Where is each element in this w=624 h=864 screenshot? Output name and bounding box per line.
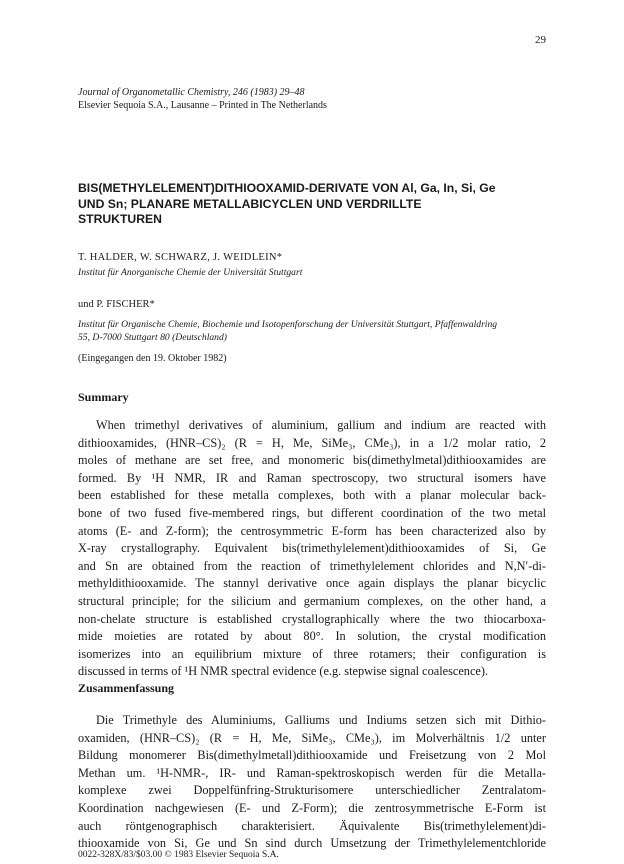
zusammenfassung-heading: Zusammenfassung xyxy=(78,681,175,695)
title-line: STRUKTUREN xyxy=(78,212,162,226)
zusammenfassung-line: Koordination nachgewiesen (E- und Z-Form); die zentrosymmetrische E-Form ist xyxy=(78,800,546,815)
zusammenfassung-body xyxy=(78,712,546,853)
publisher-line: Elsevier Sequoia S.A., Lausanne – Printed in The Netherlands xyxy=(78,100,327,111)
title-line: BIS(METHYLELEMENT)DITHIOOXAMID-DERIVATE VON Al, Ga, In, Si, Ge xyxy=(78,181,496,195)
summary-line: formed. By ¹H NMR, IR and Raman spectroscopy, two structural isomers have xyxy=(78,470,546,485)
summary-line: isomerizes into an equilibrium mixture of three rotamers; their configuration is xyxy=(78,646,546,661)
summary-line: methyldithiooxamide. The stannyl derivative once again displays the planar bicyclic xyxy=(78,576,546,591)
institution-secondary xyxy=(78,318,558,344)
journal-citation xyxy=(78,86,327,112)
copyright-footer: 0022-328X/83/$03.00 © 1983 Elsevier Sequoia S.A. xyxy=(78,850,279,860)
summary-line: non-chelate structure is established crystallographically where the two thiocarboxa- xyxy=(78,611,546,626)
zusammenfassung-line: thiooxamide von Si, Ge und Sn sind durch Umsetzung der Trimethylelementchloride xyxy=(78,836,546,851)
summary-heading: Summary xyxy=(78,390,129,404)
zusammenfassung-line: auch röntgenographisch charakterisiert. Äquivalente Bis(trimethylelement)di- xyxy=(78,818,546,833)
authors-secondary: und P. FISCHER* xyxy=(78,299,155,310)
zusammenfassung-line: komplexe zwei Doppelfünfring-Strukturisomere unterschiedlicher Zentralatom- xyxy=(78,783,546,798)
institution-primary: Institut für Anorganische Chemie der Universität Stuttgart xyxy=(78,267,303,278)
zusammenfassung-line: oxamiden, (HNR–CS)₂ (R = H, Me, SiMe₃, CMe₃), im Molverhältnis 1/2 unter xyxy=(78,730,546,745)
title-line: UND Sn; PLANARE METALLABICYCLEN UND VERDRILLTE xyxy=(78,196,422,211)
institution-line: Institut für Organische Chemie, Biochemie und Isotopenforschung der Universität Stuttgart, Pfaffenwaldring xyxy=(78,319,498,330)
authors-primary: T. HALDER, W. SCHWARZ, J. WEIDLEIN* xyxy=(78,252,283,263)
summary-body xyxy=(78,417,546,681)
summary-line: atoms (E- and Z-form); the centrosymmetric E-form has been characterized also by xyxy=(78,523,546,538)
summary-line: discussed in terms of ¹H NMR spectral evidence (e.g. stepwise signal coalescence). xyxy=(78,664,489,679)
summary-line: dithiooxamides, (HNR–CS)₂ (R = H, Me, SiMe₃, CMe₃), in a 1/2 molar ratio, 2 xyxy=(78,435,546,450)
summary-line: mide moieties are rotated by about 80°. In solution, the crystal modification xyxy=(78,629,546,644)
zusammenfassung-line: Die Trimethyle des Aluminiums, Galliums und Indiums setzen sich mit Dithio- xyxy=(96,713,546,727)
summary-line: structural principle; for the silicium and germanium complexes, on the other hand, a xyxy=(78,593,546,608)
summary-line: moles of methane are set free, and monomeric bis(dimethylmetal)dithiooxamides are xyxy=(78,453,546,468)
institution-line: 55, D-7000 Stuttgart 80 (Deutschland) xyxy=(78,332,227,343)
summary-line: When trimethyl derivatives of aluminium, gallium and indium are reacted with xyxy=(96,418,546,432)
zusammenfassung-line: Methan um. ¹H-NMR-, IR- und Raman-spektroskopisch werden für die Metalla- xyxy=(78,765,546,780)
summary-line: bone of two fused five-membered rings, but different coordination of the two metal xyxy=(78,505,546,520)
summary-line: X-ray crystallography. Equivalent bis(trimethylelement)dithiooxamides of Si, Ge xyxy=(78,541,546,556)
journal-line: Journal of Organometallic Chemistry, 246 (1983) 29–48 xyxy=(78,87,305,98)
paper-title xyxy=(78,181,548,228)
zusammenfassung-line: Bildung monomerer Bis(dimethylmetall)dithiooxamide und Freisetzung von 2 Mol xyxy=(78,748,546,763)
summary-line: been established for these metalla complexes, both with a planar molecular back- xyxy=(78,488,546,503)
received-date: (Eingegangen den 19. Oktober 1982) xyxy=(78,353,227,364)
summary-line: and Sn are obtained from the reaction of trimethylelement chlorides and N,N′-di- xyxy=(78,558,546,573)
page-number: 29 xyxy=(535,34,546,46)
